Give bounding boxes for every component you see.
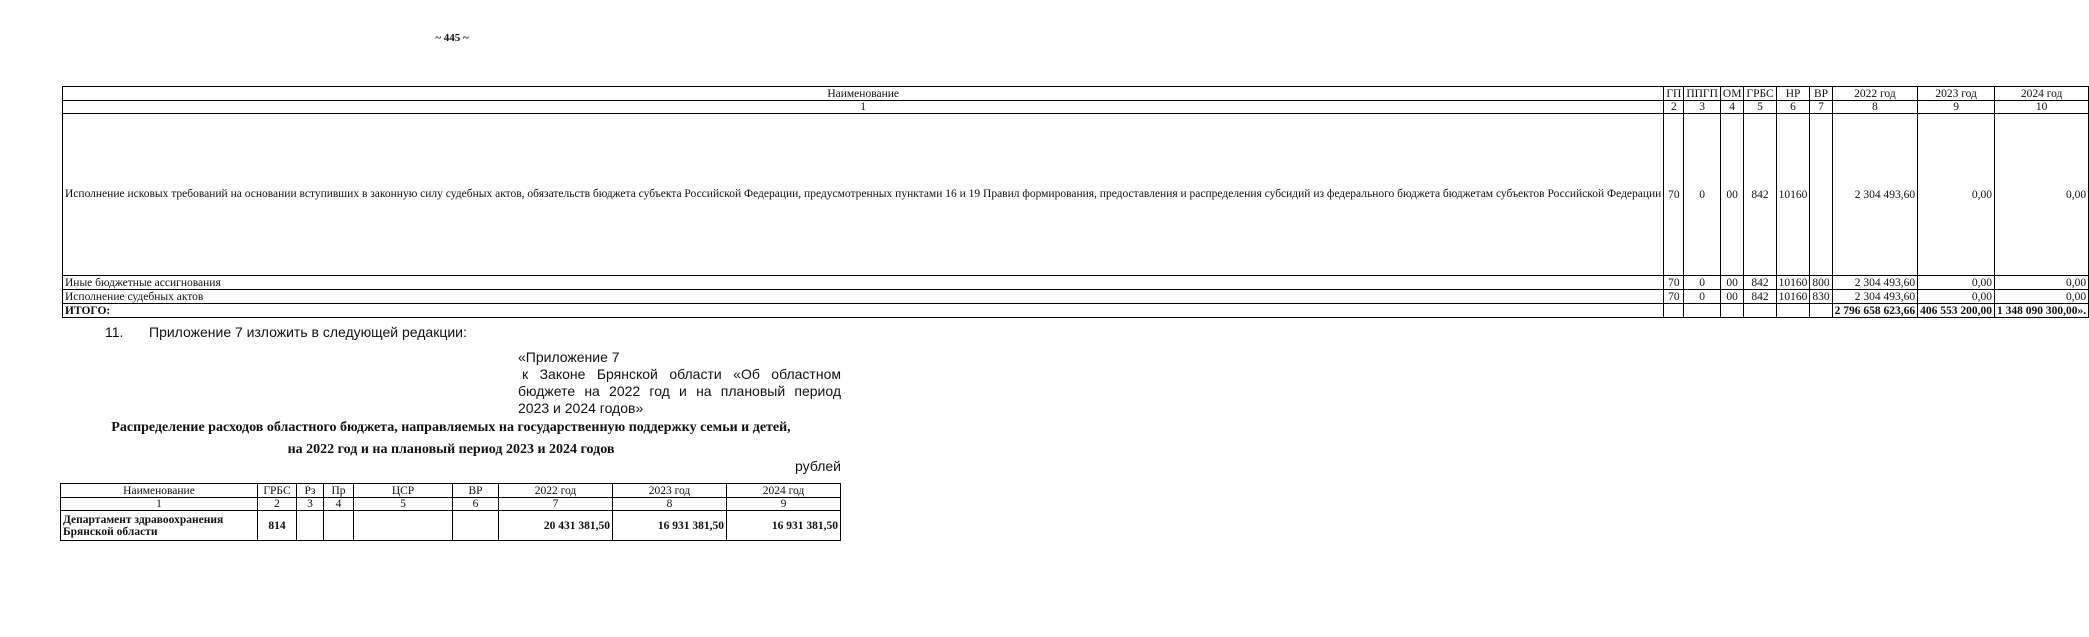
- heading-line: на 2022 год и на плановый период 2023 и 2024 годов: [287, 442, 615, 457]
- amount-cell: 0,00: [1918, 276, 1995, 290]
- heading-line: Распределение расходов областного бюджета, направляемых на государственную поддержку семьи и детей,: [111, 420, 791, 435]
- table-cell: 10160: [1776, 290, 1810, 304]
- header-cell: ГП: [1664, 87, 1684, 101]
- annex-line: к Законе Брянской области «Об областном: [522, 366, 841, 382]
- page-number: ~ 445 ~: [435, 32, 469, 44]
- table-cell: 70: [1664, 114, 1684, 276]
- column-number-cell: 2: [1664, 101, 1684, 114]
- header-cell: 2022 год: [1832, 87, 1918, 101]
- table-cell: 0: [1684, 276, 1721, 290]
- table-cell: 70: [1664, 290, 1684, 304]
- column-number-row: [61, 498, 841, 511]
- annex-line: «Приложение 7: [518, 349, 620, 365]
- annex-line: бюджете на 2022 год и на плановый период: [518, 383, 841, 399]
- column-number-row: [63, 101, 2089, 114]
- table-cell: [1744, 304, 1776, 318]
- header-cell: ОМ: [1720, 87, 1744, 101]
- total-row: [63, 304, 2089, 318]
- table-cell: [1810, 114, 1832, 276]
- table-cell: [354, 511, 453, 541]
- amount-cell: 0,00: [1918, 114, 1995, 276]
- header-cell: 2023 год: [1918, 87, 1995, 101]
- amount-cell: 16 931 381,50: [613, 511, 727, 541]
- amount-cell: 0,00: [1995, 114, 2089, 276]
- table-cell: 0: [1684, 290, 1721, 304]
- clause-number: 11.: [105, 324, 124, 340]
- header-cell: 2022 год: [499, 484, 613, 498]
- total-label: ИТОГО:: [63, 304, 1664, 318]
- currency-unit: рублей: [795, 458, 841, 474]
- family-support-table: [60, 483, 841, 541]
- column-number-cell: 4: [324, 498, 354, 511]
- column-number-cell: 9: [1918, 101, 1995, 114]
- table-cell: 0: [1684, 114, 1721, 276]
- table-cell: [1776, 304, 1810, 318]
- amount-cell: 2 304 493,60: [1832, 114, 1918, 276]
- table-cell: 00: [1720, 276, 1744, 290]
- table-cell: [297, 511, 324, 541]
- total-amount-2023: 406 553 200,00: [1918, 304, 1995, 318]
- column-number-cell: 3: [1684, 101, 1721, 114]
- row-name-cell: Департамент здравоохранения Брянской области: [61, 511, 258, 541]
- header-cell: Пр: [324, 484, 354, 498]
- table-cell: 10160: [1776, 276, 1810, 290]
- table-cell: 842: [1744, 276, 1776, 290]
- header-cell: 2024 год: [1995, 87, 2089, 101]
- column-number-cell: 1: [61, 498, 258, 511]
- column-number-cell: 7: [499, 498, 613, 511]
- table-cell: 800: [1810, 276, 1832, 290]
- header-cell: НР: [1776, 87, 1810, 101]
- table-cell: [1720, 304, 1744, 318]
- clause-paragraph: [105, 324, 467, 340]
- column-number-cell: 2: [258, 498, 297, 511]
- clause-text: Приложение 7 изложить в следующей редакции:: [149, 324, 467, 340]
- table-cell: [1664, 304, 1684, 318]
- header-cell: ГРБС: [258, 484, 297, 498]
- table-header-row: [63, 87, 2089, 101]
- table-cell: 70: [1664, 276, 1684, 290]
- row-name-cell: Исполнение исковых требований на основании вступивших в законную силу судебных актов, обязательств бюджета субъекта Российской Федерации, предусмотренных пунктами 16 и 19 Правил формирования, предоставления и распределения субсидий из федерального бюджета бюджетам субъектов Российской Федерации: [63, 114, 1664, 276]
- column-number-cell: 3: [297, 498, 324, 511]
- header-cell: ППГП: [1684, 87, 1721, 101]
- table-cell: [324, 511, 354, 541]
- expenditure-table: [62, 86, 2089, 318]
- table-cell: 842: [1744, 114, 1776, 276]
- column-number-cell: 10: [1995, 101, 2089, 114]
- table-row: [63, 114, 2089, 276]
- header-cell: Наименование: [61, 484, 258, 498]
- header-cell: ЦСР: [354, 484, 453, 498]
- table-cell: 00: [1720, 290, 1744, 304]
- column-number-cell: 5: [354, 498, 453, 511]
- table-row: [61, 511, 841, 541]
- row-name-cell: Иные бюджетные ассигнования: [63, 276, 1664, 290]
- total-amount-2022: 2 796 658 623,66: [1832, 304, 1918, 318]
- amount-cell: 20 431 381,50: [499, 511, 613, 541]
- column-number-cell: 5: [1744, 101, 1776, 114]
- table-cell: 842: [1744, 290, 1776, 304]
- annex-reference: [518, 349, 841, 417]
- column-number-cell: 9: [727, 498, 841, 511]
- header-cell: 2023 год: [613, 484, 727, 498]
- header-cell: ГРБС: [1744, 87, 1776, 101]
- column-number-cell: 7: [1810, 101, 1832, 114]
- header-cell: Рз: [297, 484, 324, 498]
- amount-cell: 2 304 493,60: [1832, 290, 1918, 304]
- total-amount-2024: 1 348 090 300,00».: [1995, 304, 2089, 318]
- table-cell: 00: [1720, 114, 1744, 276]
- table-cell: 814: [258, 511, 297, 541]
- amount-cell: 0,00: [1995, 290, 2089, 304]
- section-heading: [60, 417, 842, 461]
- amount-cell: 16 931 381,50: [727, 511, 841, 541]
- header-cell: 2024 год: [727, 484, 841, 498]
- column-number-cell: 6: [453, 498, 499, 511]
- column-number-cell: 1: [63, 101, 1664, 114]
- header-cell: ВР: [1810, 87, 1832, 101]
- column-number-cell: 8: [1832, 101, 1918, 114]
- table-row: [63, 290, 2089, 304]
- amount-cell: 2 304 493,60: [1832, 276, 1918, 290]
- table-row: [63, 276, 2089, 290]
- column-number-cell: 6: [1776, 101, 1810, 114]
- amount-cell: 0,00: [1918, 290, 1995, 304]
- table-cell: [453, 511, 499, 541]
- amount-cell: 0,00: [1995, 276, 2089, 290]
- table-cell: 10160: [1776, 114, 1810, 276]
- table-header-row: [61, 484, 841, 498]
- row-name-cell: Исполнение судебных актов: [63, 290, 1664, 304]
- table-cell: 830: [1810, 290, 1832, 304]
- column-number-cell: 4: [1720, 101, 1744, 114]
- table-cell: [1684, 304, 1721, 318]
- table-cell: [1810, 304, 1832, 318]
- annex-line: 2023 и 2024 годов»: [518, 400, 644, 416]
- header-cell: Наименование: [63, 87, 1664, 101]
- header-cell: ВР: [453, 484, 499, 498]
- column-number-cell: 8: [613, 498, 727, 511]
